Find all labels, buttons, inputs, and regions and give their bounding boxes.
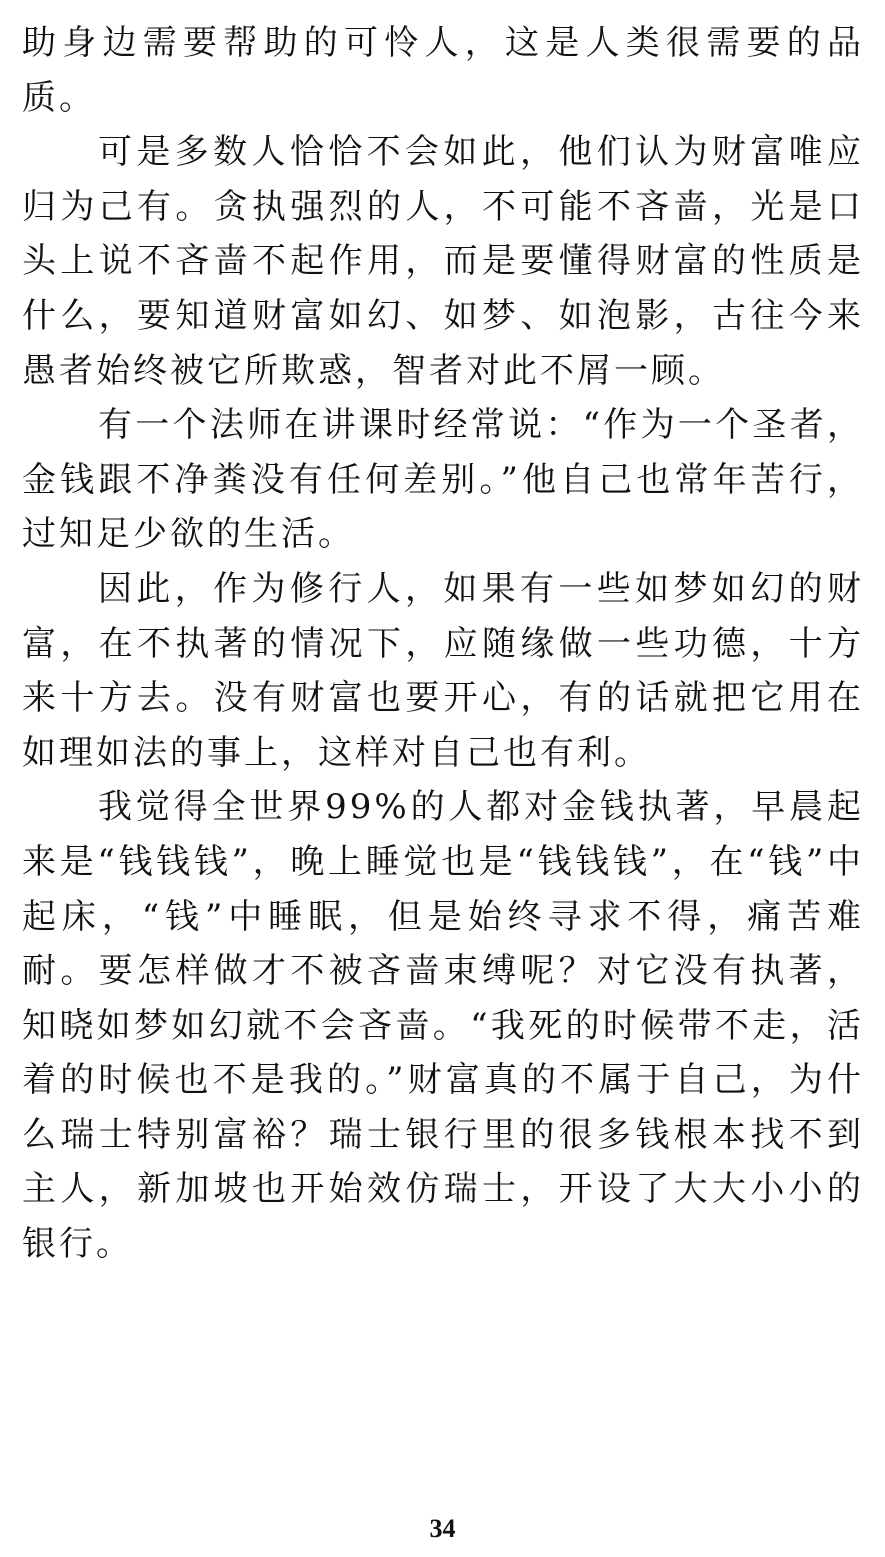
paragraph-wealth-attachment: 可是多数人恰恰不会如此，他们认为财富唯应归为己有。贪执强烈的人，不可能不吝啬，光是口头上说不吝啬不起作用，而是要懂得财富的性质是什么，要知道财富如幻、如梦、如泡影，古往今来愚者始终被它所欺惑，智者对此不屑一顾。 (22, 132, 864, 391)
paragraph-practitioner-merit: 因此，作为修行人，如果有一些如梦如幻的财富，在不执著的情况下，应随缘做一些功德，十方来十方去。没有财富也要开心，有的话就把它用在如理如法的事上，这样对自己也有利。 (22, 568, 864, 773)
paragraph-teacher-quote: 有一个法师在讲课时经常说：“作为一个圣者，金钱跟不净粪没有任何差别。”他自己也常年苦行，过知足少欲的生活。 (22, 405, 864, 555)
page-body (22, 16, 864, 1272)
page-number: 34 (429, 1514, 456, 1543)
paragraph-money-obsession: 我觉得全世界99%的人都对金钱执著，早晨起来是“钱钱钱”，晚上睡觉也是“钱钱钱”，在“钱”中起床，“钱”中睡眠，但是始终寻求不得，痛苦难耐。要怎样做才不被吝啬束缚呢？对它没有执著，知晓如梦如幻就不会吝啬。“我死的时候带不走，活着的时候也不是我的。”财富真的不属于自己，为什么瑞士特别富裕？瑞士银行里的很多钱根本找不到主人，新加坡也开始效仿瑞士，开设了大大小小的银行。 (22, 787, 864, 1265)
paragraph-continuation: 助身边需要帮助的可怜人，这是人类很需要的品质。 (22, 23, 864, 118)
